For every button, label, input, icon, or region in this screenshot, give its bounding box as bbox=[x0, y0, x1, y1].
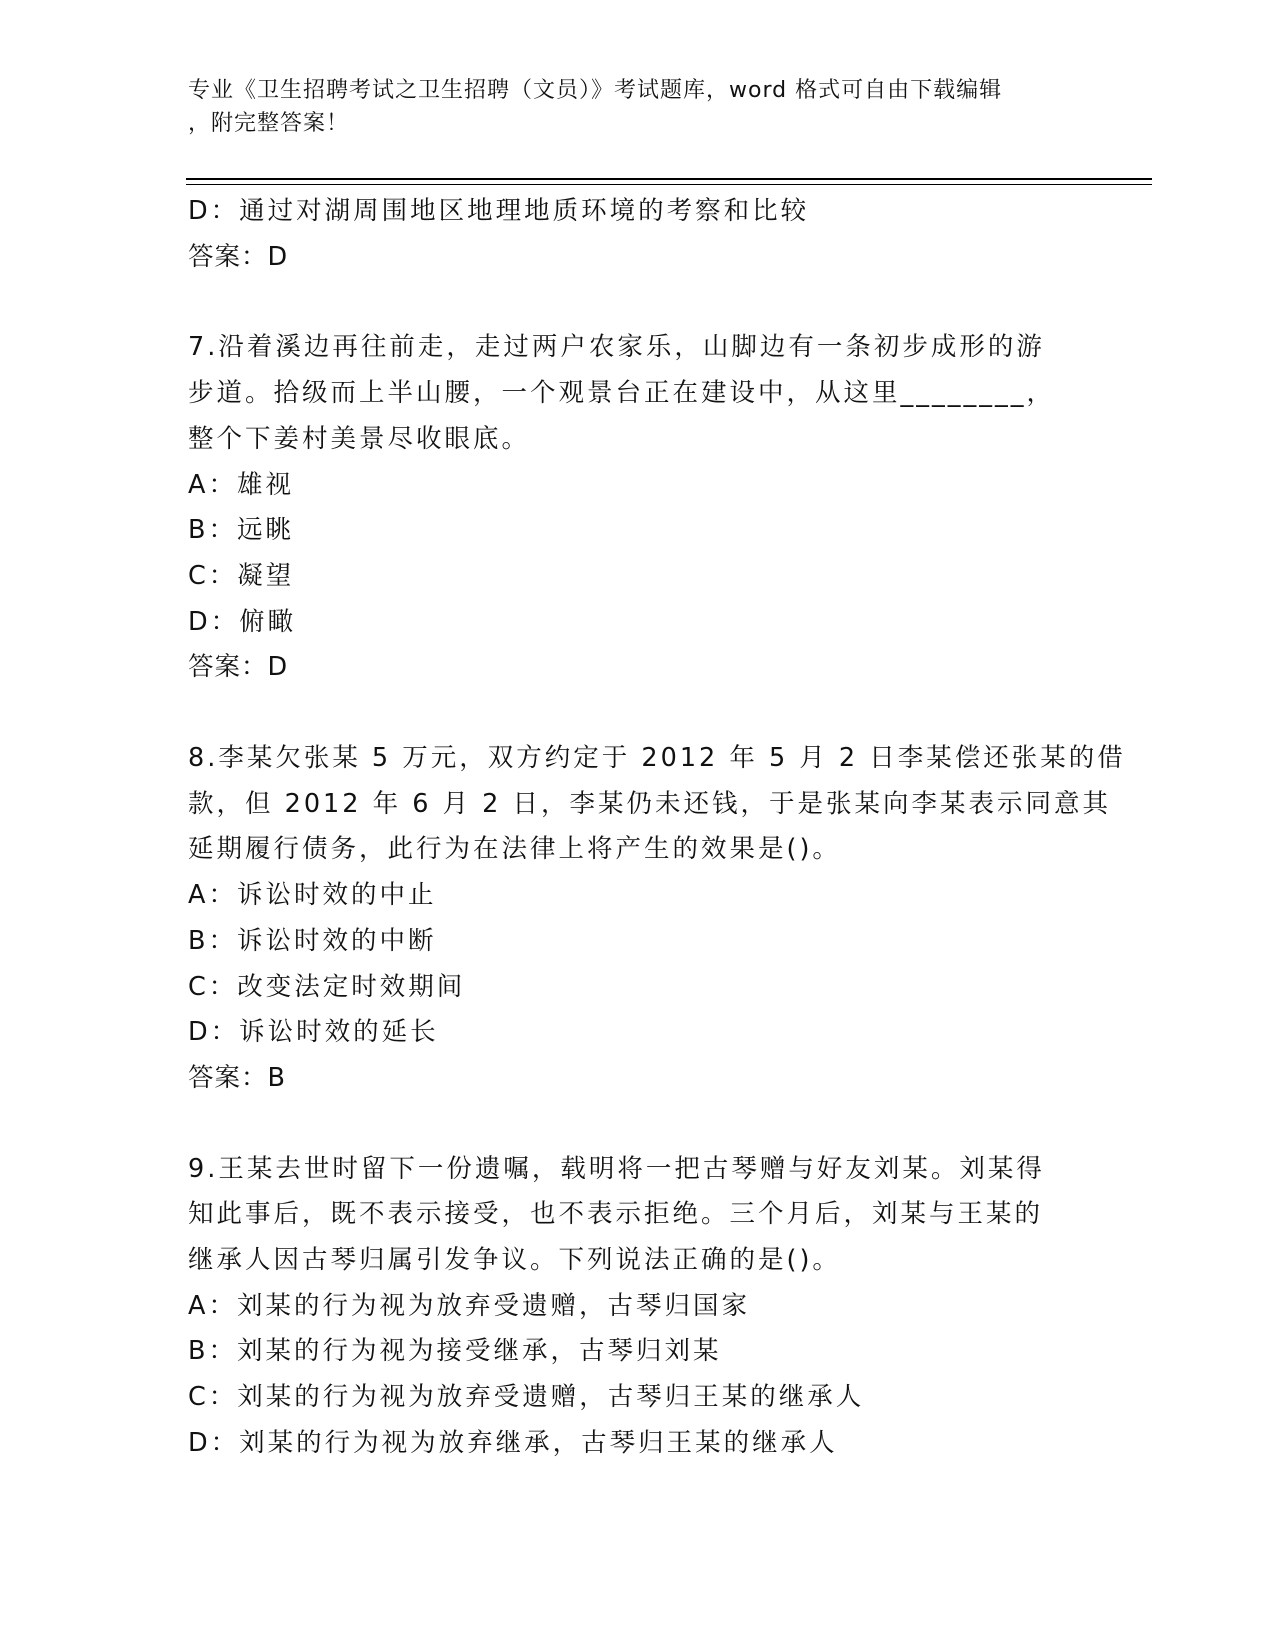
question-stem-line: 步道。拾级而上半山腰，一个观景台正在建设中，从这里________， bbox=[188, 378, 1056, 409]
option-b: B：刘某的行为视为接受继承，古琴归刘某 bbox=[188, 1336, 722, 1367]
question-stem-line: 9.王某去世时留下一份遗嘱，载明将一把古琴赠与好友刘某。刘某得 bbox=[188, 1153, 1045, 1184]
option-d: D：通过对湖周围地区地理地质环境的考察和比较 bbox=[188, 196, 810, 226]
question-stem-line: 整个下姜村美景尽收眼底。 bbox=[188, 423, 531, 454]
answer-line: 答案：B bbox=[188, 1062, 286, 1093]
question-stem-line: 款，但 2012 年 6 月 2 日，李某仍未还钱，于是张某向李某表示同意其 bbox=[188, 788, 1111, 819]
question-stem-line: 7.沿着溪边再往前走，走过两户农家乐，山脚边有一条初步成形的游 bbox=[188, 332, 1045, 363]
option-a: A：雄视 bbox=[188, 469, 294, 500]
question-stem-line: 继承人因古琴归属引发争议。下列说法正确的是()。 bbox=[188, 1245, 841, 1276]
header-line-1: 专业《卫生招聘考试之卫生招聘（文员）》考试题库，word 格式可自由下载编辑 bbox=[188, 78, 1003, 103]
option-a: A：刘某的行为视为放弃受遗赠，古琴归国家 bbox=[188, 1290, 750, 1321]
question-8 bbox=[188, 736, 1126, 1102]
option-c: C：凝望 bbox=[188, 560, 295, 591]
option-d: D：俯瞰 bbox=[188, 606, 297, 637]
header-line-2: ，附完整答案！ bbox=[188, 111, 350, 136]
option-d: D：刘某的行为视为放弃继承，古琴归王某的继承人 bbox=[188, 1427, 838, 1458]
question-6-tail bbox=[188, 189, 1088, 280]
question-stem-line: 知此事后，既不表示接受，也不表示拒绝。三个月后，刘某与王某的 bbox=[188, 1199, 1044, 1230]
header-rule-thin bbox=[186, 184, 1152, 185]
option-c: C：改变法定时效期间 bbox=[188, 971, 466, 1002]
answer-line: 答案：D bbox=[188, 241, 289, 272]
option-b: B：诉讼时效的中断 bbox=[188, 925, 437, 956]
question-9 bbox=[188, 1147, 1088, 1467]
option-b: B：远眺 bbox=[188, 515, 294, 546]
page-header bbox=[188, 74, 1068, 140]
option-d: D：诉讼时效的延长 bbox=[188, 1017, 439, 1048]
answer-line: 答案：D bbox=[188, 652, 289, 683]
header-rule-thick bbox=[186, 178, 1152, 180]
option-c: C：刘某的行为视为放弃受遗赠，古琴归王某的继承人 bbox=[188, 1382, 865, 1413]
option-a: A：诉讼时效的中止 bbox=[188, 880, 437, 911]
question-7 bbox=[188, 325, 1088, 691]
document-content bbox=[188, 189, 1126, 1467]
question-stem-line: 8.李某欠张某 5 万元，双方约定于 2012 年 5 月 2 日李某偿还张某的借 bbox=[188, 743, 1126, 774]
question-stem-line: 延期履行债务，此行为在法律上将产生的效果是()。 bbox=[188, 834, 841, 865]
